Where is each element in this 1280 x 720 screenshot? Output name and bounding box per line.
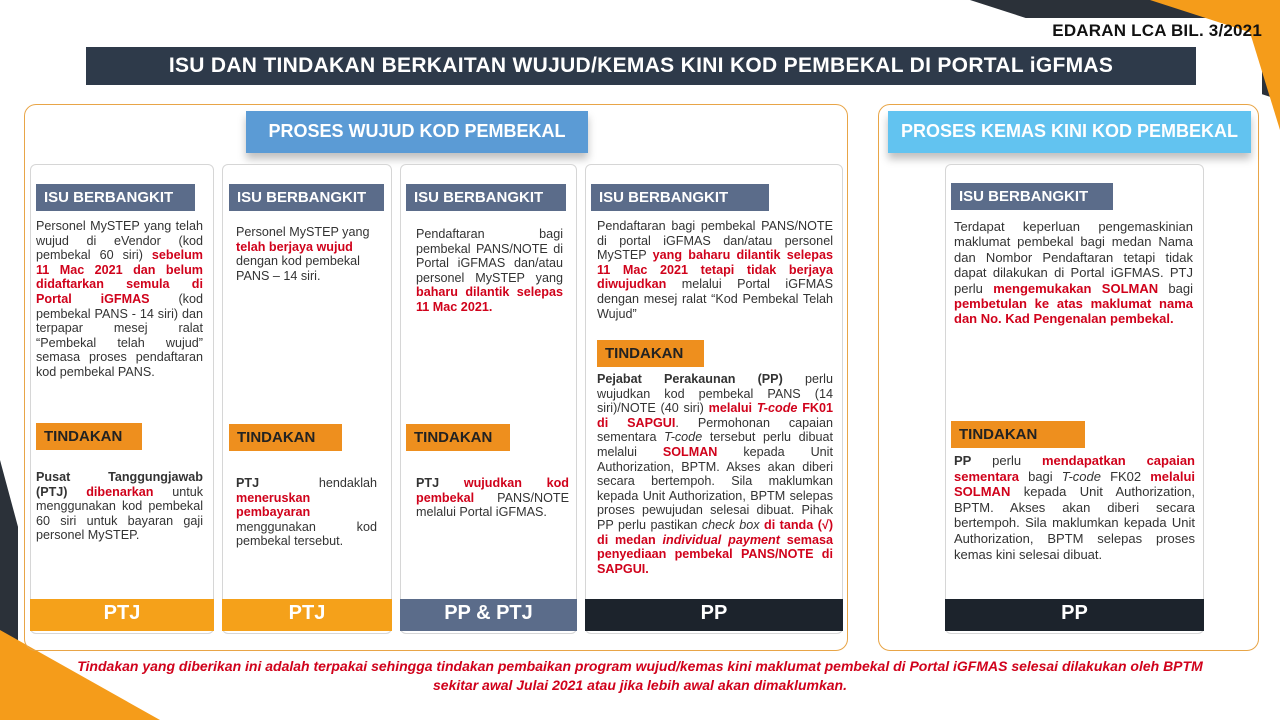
col1-isu-text: Personel MySTEP yang telah wujud di eVendor (kod pembekal 60 siri) sebelum 11 Mac 2021 dan belum didaftarkan semula di Portal iGFMAS (kod pembekal PANS - 14 siri) dan terpapar mesej ralat “Pembekal telah wujud” semasa proses pendaftaran kod pembekal PANS. <box>36 219 203 379</box>
isu-label: ISU BERBANGKIT <box>36 184 195 211</box>
circular-number: EDARAN LCA BIL. 3/2021 <box>1052 21 1262 40</box>
col4-isu-text: Pendaftaran bagi pembekal PANS/NOTE di portal iGFMAS dan/atau personel MySTEP yang baharu dilantik selepas 11 Mac 2021 tetapi tidak berjaya diwujudkan melalui Portal iGFMAS dengan mesej ralat “Kod Pembekal Telah Wujud” <box>597 219 833 321</box>
section-title-wujud: PROSES WUJUD KOD PEMBEKAL <box>246 111 588 153</box>
col5-tindakan-text: PP perlu mendapatkan capaian sementara bagi T-code FK02 melalui SOLMAN kepada Unit Authorization, BPTM. Akses akan diberi secara bertempoh. Sila maklumkan kepada Unit Authorization, BPTM selepas proses kemas kini selesai dibuat. <box>954 453 1195 562</box>
section-title-kemas: PROSES KEMAS KINI KOD PEMBEKAL <box>888 111 1251 153</box>
tindakan-label: TINDAKAN <box>597 340 704 367</box>
isu-label: ISU BERBANGKIT <box>951 183 1113 210</box>
isu-label: ISU BERBANGKIT <box>406 184 566 211</box>
col4-tindakan-text: Pejabat Perakaunan (PP) perlu wujudkan kod pembekal PANS (14 siri)/NOTE (40 siri) melalui T-code FK01 di SAPGUI. Permohonan capaian sementara T-code tersebut perlu dibuat melalui SOLMAN kepada Unit Authorization, BPTM. Akses akan diberi secara bertempoh. Sila maklumkan kepada Unit Authorization, BPTM selepas proses pewujudan selesai dibuat. Pihak PP perlu pastikan check box di tanda (√) di medan individual payment semasa penyediaan pembekal PANS/NOTE di SAPGUI. <box>597 372 834 576</box>
col3-tindakan-text: PTJ wujudkan kod pembekal PANS/NOTE melalui Portal iGFMAS. <box>416 476 569 520</box>
owner-badge: PP <box>945 599 1204 631</box>
col2-tindakan-text: PTJ hendaklah meneruskan pembayaran menggunakan kod pembekal tersebut. <box>236 476 377 549</box>
owner-badge: PTJ <box>30 599 214 631</box>
tindakan-label: TINDAKAN <box>36 423 142 450</box>
tindakan-label: TINDAKAN <box>951 421 1085 448</box>
footnote: Tindakan yang diberikan ini adalah terpakai sehingga tindakan pembaikan program wujud/kemas kini maklumat pembekal di Portal iGFMAS selesai dilakukan oleh BPTM sekitar awal Julai 2021 atau jika lebih awal akan dimaklumkan. <box>77 658 1203 693</box>
page-title: ISU DAN TINDAKAN BERKAITAN WUJUD/KEMAS KINI KOD PEMBEKAL DI PORTAL iGFMAS <box>86 47 1196 85</box>
isu-label: ISU BERBANGKIT <box>591 184 769 211</box>
owner-badge: PP <box>585 599 843 631</box>
col5-isu-text: Terdapat keperluan pengemaskinian maklumat pembekal bagi medan Nama dan Nombor Pendaftaran tetapi tidak dapat dilakukan di Portal iGFMAS. PTJ perlu mengemukakan SOLMAN bagi pembetulan ke atas maklumat nama dan No. Kad Pengenalan pembekal. <box>954 219 1193 327</box>
tindakan-label: TINDAKAN <box>229 424 342 451</box>
col3-isu-text: Pendaftaran bagi pembekal PANS/NOTE di Portal iGFMAS dan/atau personel MySTEP yang baharu dilantik selepas 11 Mac 2021. <box>416 227 563 314</box>
isu-label: ISU BERBANGKIT <box>229 184 384 211</box>
col1-tindakan-text: Pusat Tanggungjawab (PTJ) dibenarkan untuk menggunakan kod pembekal 60 siri untuk bayaran gaji personel MySTEP. <box>36 470 204 543</box>
tindakan-label: TINDAKAN <box>406 424 510 451</box>
owner-badge: PTJ <box>222 599 392 631</box>
owner-badge: PP & PTJ <box>400 599 577 631</box>
col2-isu-text: Personel MySTEP yang telah berjaya wujud dengan kod pembekal PANS – 14 siri. <box>236 225 370 283</box>
